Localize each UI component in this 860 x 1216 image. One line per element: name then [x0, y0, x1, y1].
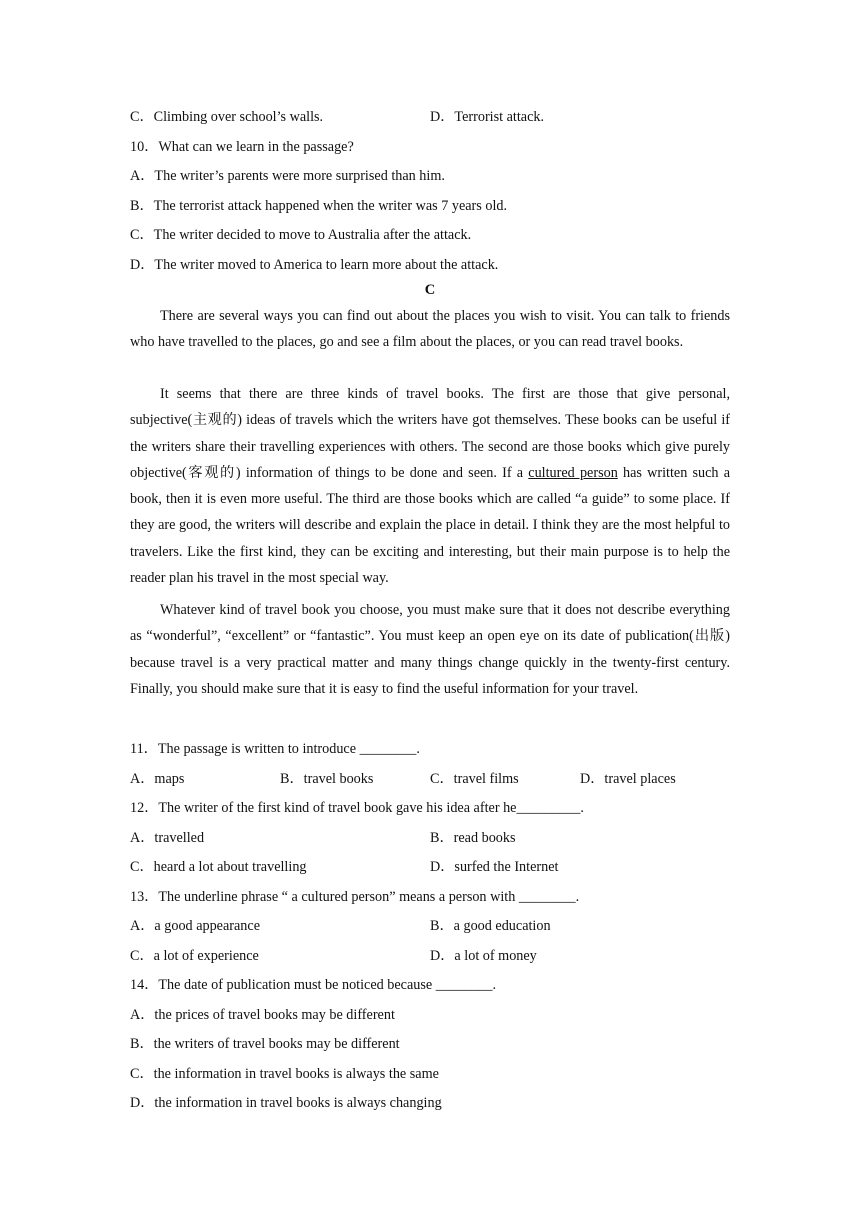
- q10-stem: 10．What can we learn in the passage?: [130, 139, 354, 155]
- passage-paragraph-2-text-a: It seems that there are three kinds of travel books. The first are those that give personal, subjective(主观的) ideas of travels which the writers have got themselves. These books can be useful if the writers share their travelling experiences with others. The second are those books which give purely objective(客观的) information of things to be done and seen. If a: [130, 386, 730, 481]
- q12-option-d: D．surfed the Internet: [430, 859, 559, 875]
- q13-option-c: C．a lot of experience: [130, 948, 259, 964]
- q14-option-c: C．the information in travel books is always the same: [130, 1066, 439, 1082]
- q10-option-a: A．The writer’s parents were more surprised than him.: [130, 168, 445, 184]
- underlined-phrase: cultured person: [528, 464, 618, 481]
- q11-option-c: C．travel films: [430, 771, 519, 787]
- q11-option-d: D．travel places: [580, 771, 676, 787]
- q10-option-c: C．The writer decided to move to Australia after the attack.: [130, 227, 472, 243]
- passage-paragraph-2-text-b: has written such a book, then it is even more useful. The third are those books which are called “a guide” to some place. If they are good, the writers will describe and explain the place in detail. I think they are the most helpful to travelers. Like the first kind, they can be exciting and interesting, but their main purpose is to help the reader plan his travel in the most special way.: [130, 464, 730, 587]
- passage-paragraph-1: There are several ways you can find out about the places you wish to visit. You can talk to friends who have travelled to the places, go and see a film about the places, or you can read travel books.: [130, 308, 730, 351]
- q14-option-b: B．the writers of travel books may be different: [130, 1036, 400, 1052]
- q11-option-b: B．travel books: [280, 771, 374, 787]
- q11-stem: 11．The passage is written to introduce ________.: [130, 741, 420, 757]
- q12-option-a: A．travelled: [130, 830, 205, 846]
- q12-option-b: B．read books: [430, 830, 516, 846]
- q12-option-c: C．heard a lot about travelling: [130, 859, 307, 875]
- q14-stem: 14．The date of publication must be noticed because ________.: [130, 977, 497, 993]
- q12-stem: 12．The writer of the first kind of travel book gave his idea after he_________.: [130, 800, 584, 816]
- q9-option-d: D．Terrorist attack.: [430, 109, 545, 125]
- q14-option-a: A．the prices of travel books may be different: [130, 1007, 395, 1023]
- passage-paragraph-3: Whatever kind of travel book you choose, you must make sure that it does not describe everything as “wonderful”, “excellent” or “fantastic”. You must keep an open eye on its date of publication(出版) because travel is a very practical matter and many things change quickly in the twenty-first century. Finally, you should make sure that it is easy to find the useful information for your travel.: [130, 602, 730, 697]
- q10-option-d: D．The writer moved to America to learn more about the attack.: [130, 257, 499, 273]
- section-heading: C: [424, 282, 436, 298]
- q14-option-d: D．the information in travel books is always changing: [130, 1095, 442, 1111]
- q13-stem: 13．The underline phrase “ a cultured person” means a person with ________.: [130, 889, 580, 905]
- q10-option-b: B．The terrorist attack happened when the writer was 7 years old.: [130, 198, 508, 214]
- q13-option-d: D．a lot of money: [430, 948, 537, 964]
- q9-option-c: C．Climbing over school’s walls.: [130, 109, 324, 125]
- q13-option-a: A．a good appearance: [130, 918, 260, 934]
- passage-paragraph-2: [130, 381, 730, 591]
- q13-option-b: B．a good education: [430, 918, 551, 934]
- q11-option-a: A．maps: [130, 771, 185, 787]
